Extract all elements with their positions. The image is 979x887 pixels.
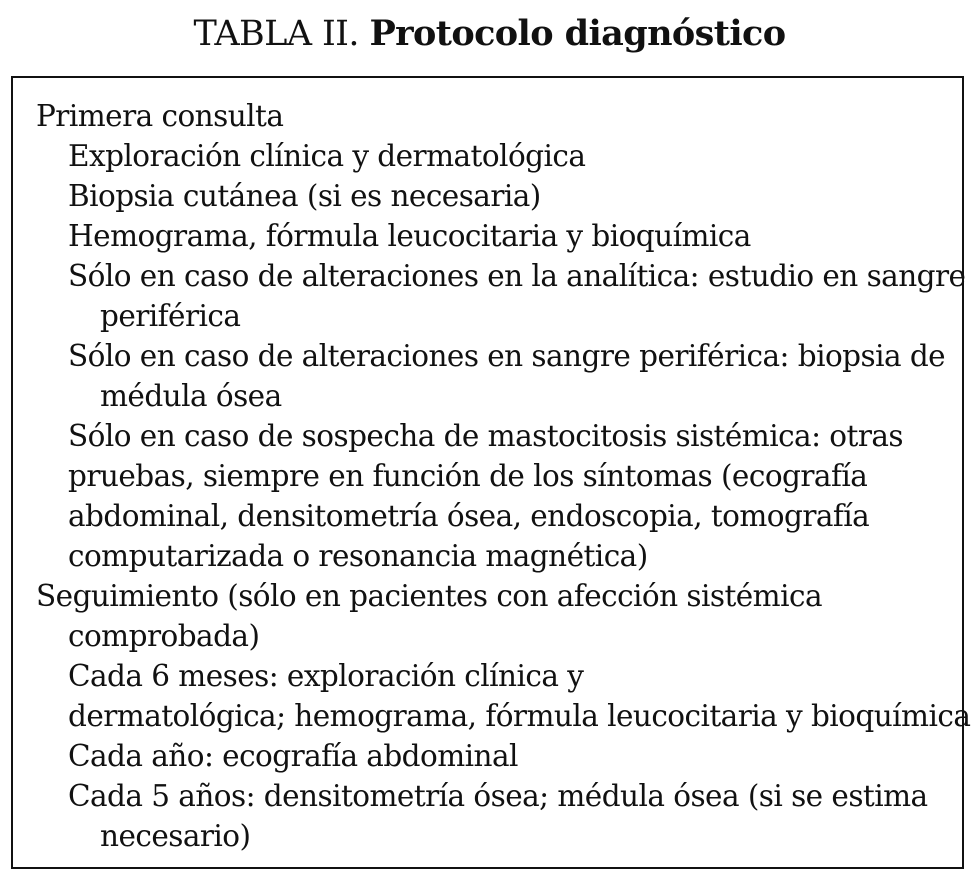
list-item-continuation: necesario) <box>100 819 251 853</box>
list-item: Sólo en caso de alteraciones en la analítica: estudio en sangre <box>68 259 966 293</box>
list-item-continuation: computarizada o resonancia magnética) <box>68 539 648 573</box>
list-item-continuation: pruebas, siempre en función de los síntomas (ecografía <box>68 459 868 493</box>
list-item: Cada 6 meses: exploración clínica y <box>68 659 584 693</box>
table-label: TABLA II. <box>193 14 359 54</box>
list-item: Cada 5 años: densitometría ósea; médula ósea (si se estima <box>68 779 928 813</box>
list-item-continuation: periférica <box>100 299 241 333</box>
list-item-continuation: médula ósea <box>100 379 282 413</box>
list-item: Sólo en caso de sospecha de mastocitosis sistémica: otras <box>68 419 903 453</box>
list-item: Cada año: ecografía abdominal <box>68 739 518 773</box>
section-heading-seguimiento: Seguimiento (sólo en pacientes con afección sistémica <box>36 579 823 613</box>
list-item-continuation: dermatológica; hemograma, fórmula leucocitaria y bioquímica <box>68 699 971 733</box>
section-heading-continuation: comprobada) <box>68 619 260 653</box>
table-name: Protocolo diagnóstico <box>369 13 786 54</box>
list-item: Exploración clínica y dermatológica <box>68 139 586 173</box>
list-item-continuation: abdominal, densitometría ósea, endoscopia, tomografía <box>68 499 870 533</box>
list-item: Hemograma, fórmula leucocitaria y bioquímica <box>68 219 751 253</box>
section-heading-primera: Primera consulta <box>36 99 284 133</box>
list-item: Biopsia cutánea (si es necesaria) <box>68 179 541 213</box>
table-title <box>0 12 979 56</box>
list-item: Sólo en caso de alteraciones en sangre periférica: biopsia de <box>68 339 946 373</box>
